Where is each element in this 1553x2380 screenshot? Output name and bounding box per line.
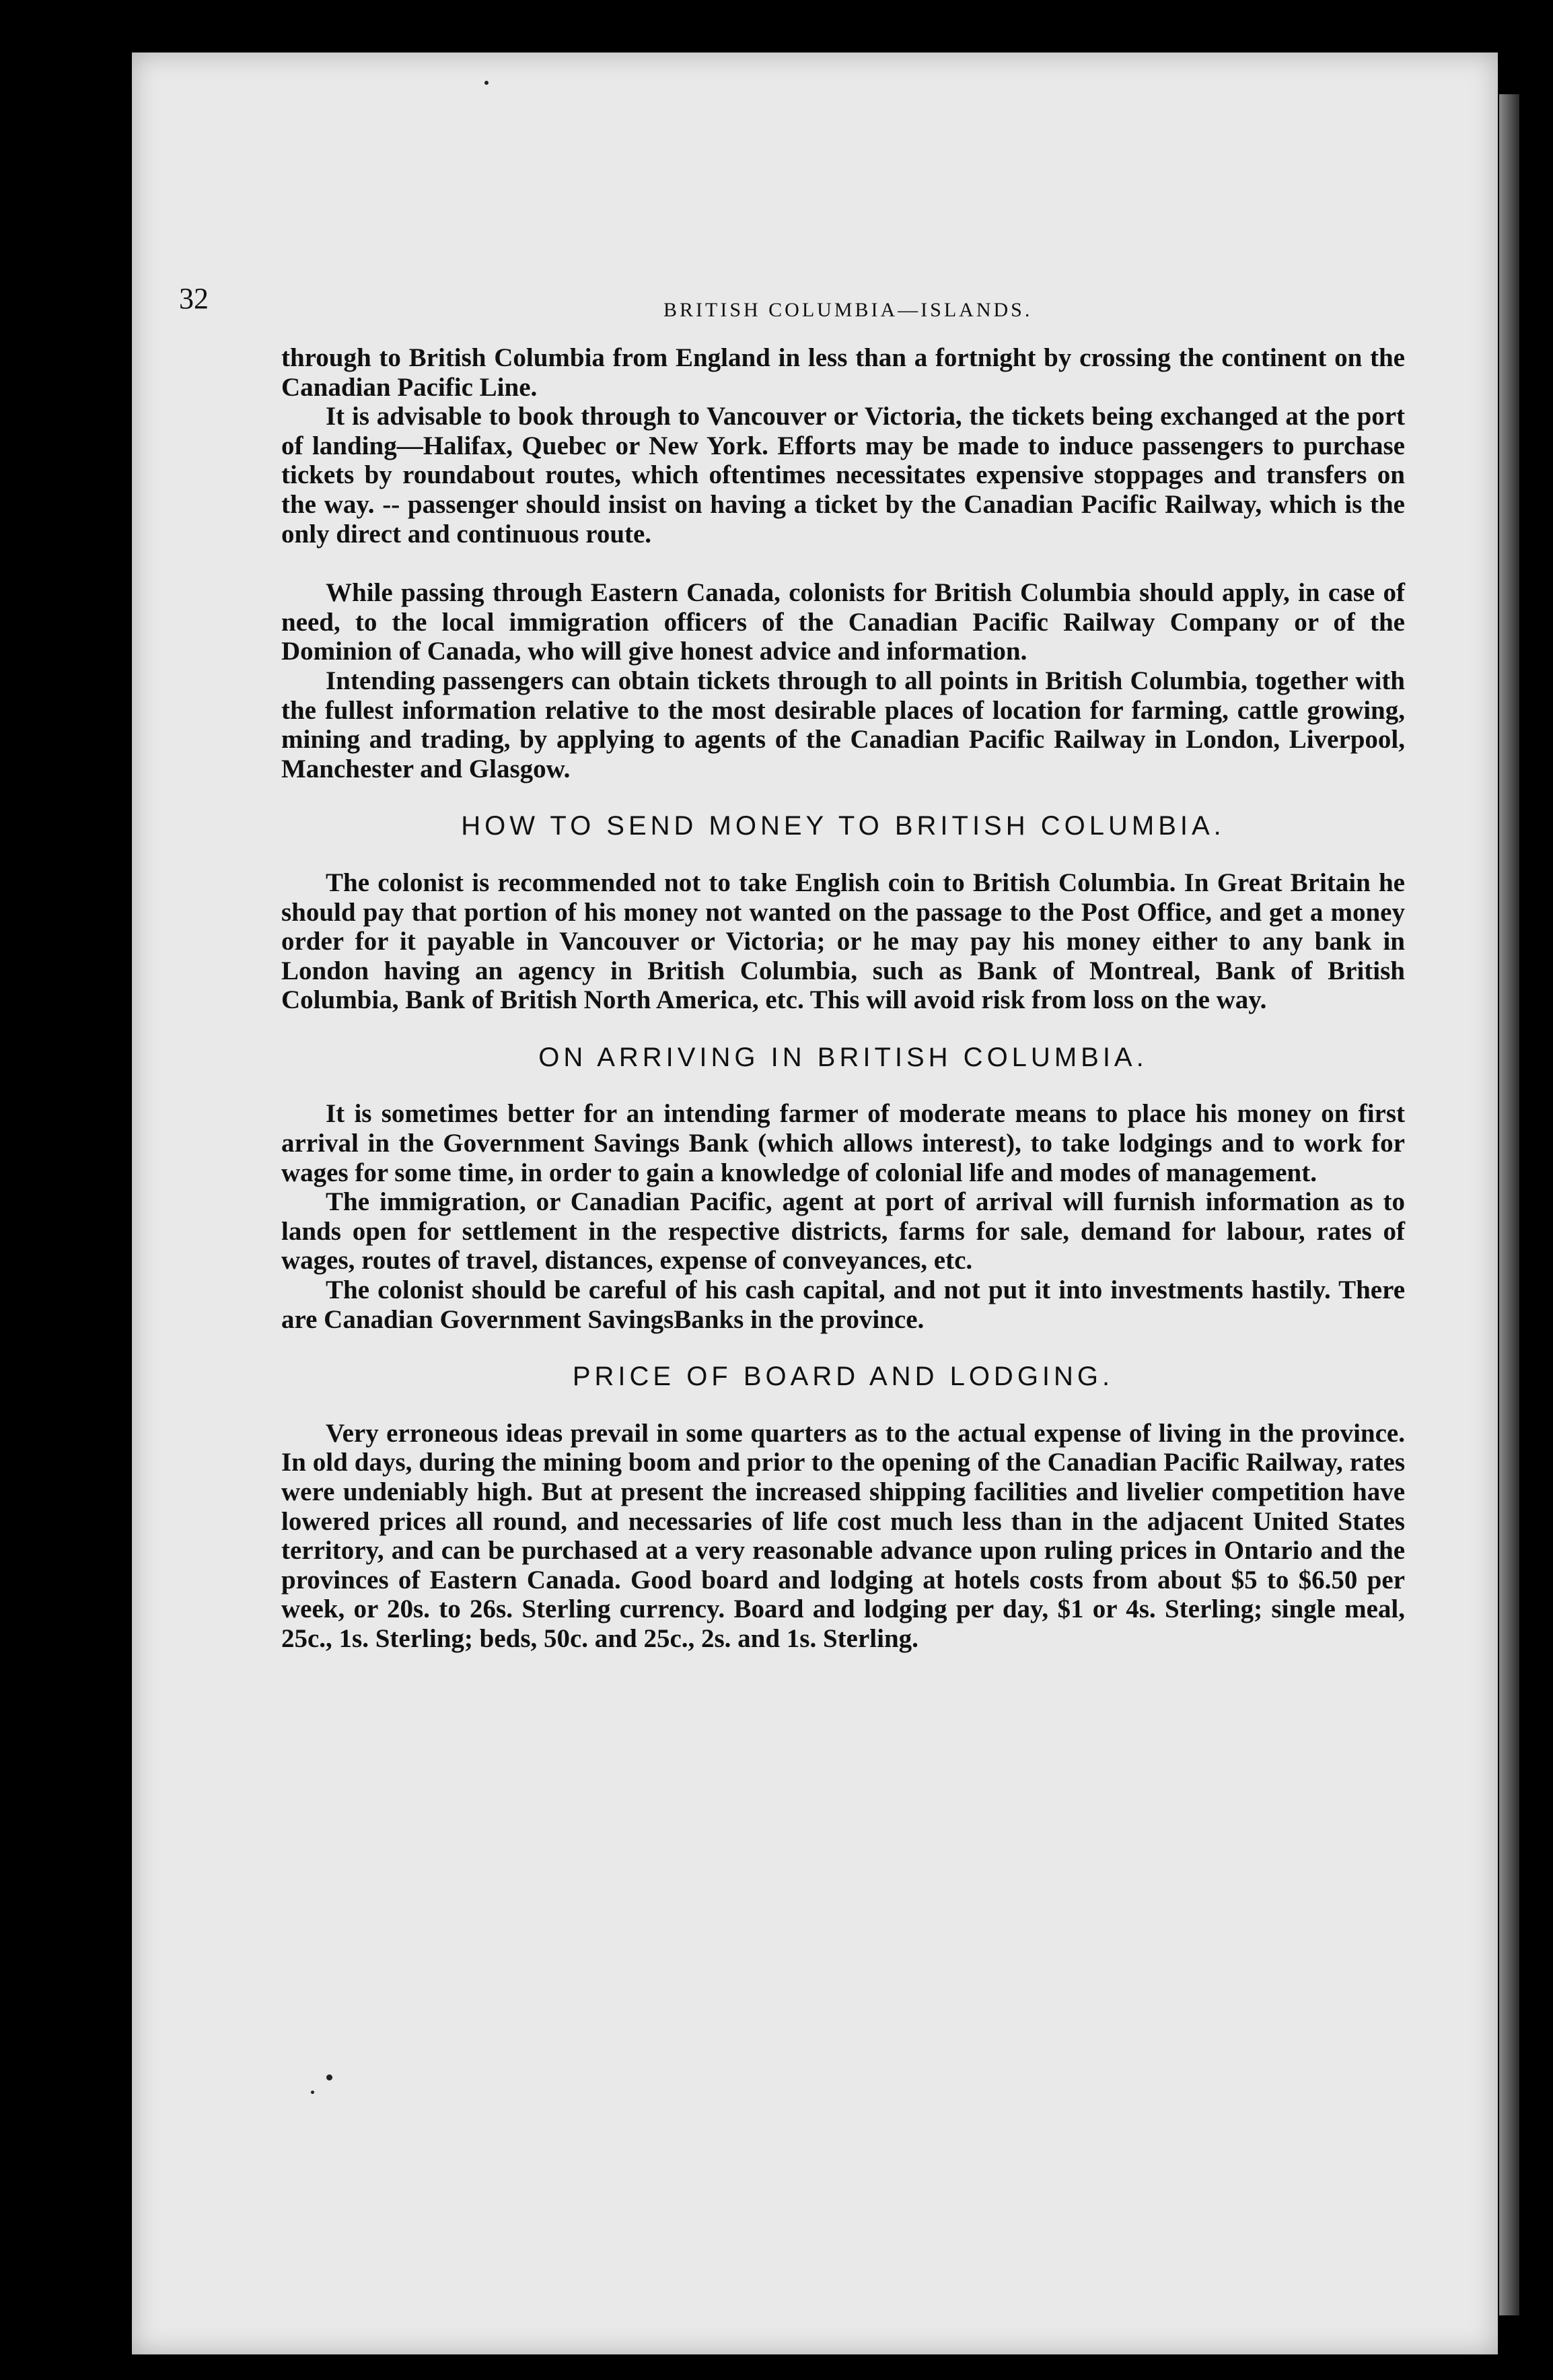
page-binding-edge — [1499, 94, 1519, 2315]
paragraph: Intending passengers can obtain tickets through to all points in British Columbia, together with the fullest information relative to the most desirable places of location for farming, cattle growing, mining and trading, by applying to agents of the Canadian Pacific Railway in London, Liverpool, Manchester and Glasgow. — [281, 666, 1405, 783]
page-body — [281, 343, 1405, 1654]
paragraph: While passing through Eastern Canada, colonists for British Columbia should apply, in case of need, to the local immigration officers of the Canadian Pacific Railway Company or of the Dominion of Canada, who will give honest advice and information. — [281, 578, 1405, 666]
paragraph: The colonist should be careful of his cash capital, and not put it into investments hastily. There are Canadian Government SavingsBanks in the province. — [281, 1275, 1405, 1334]
paragraph: It is sometimes better for an intending farmer of moderate means to place his money on first arrival in the Government Savings Bank (which allows interest), to take lodgings and to work for wages for some time, in order to gain a knowledge of colonial life and modes of management. — [281, 1099, 1405, 1187]
paragraph: The immigration, or Canadian Pacific, agent at port of arrival will furnish information as to lands open for settlement in the respective districts, farms for sale, demand for labour, rates of wages, routes of travel, distances, expense of conveyances, etc. — [281, 1187, 1405, 1275]
page-number: 32 — [179, 282, 209, 315]
running-head: BRITISH COLUMBIA—ISLANDS. — [663, 299, 1033, 321]
section-heading-arriving: ON ARRIVING IN BRITISH COLUMBIA. — [538, 1042, 1148, 1072]
section-heading-money: HOW TO SEND MONEY TO BRITISH COLUMBIA. — [461, 811, 1225, 841]
scan-speck — [326, 2074, 332, 2080]
paragraph: through to British Columbia from England in less than a fortnight by crossing the continent on the Canadian Pacific Line. — [281, 343, 1405, 402]
section-heading-board: PRICE OF BOARD AND LODGING. — [572, 1362, 1114, 1392]
scan-speck — [484, 81, 489, 85]
paragraph: It is advisable to book through to Vancouver or Victoria, the tickets being exchanged at the port of landing—Halifax, Quebec or New York. Efforts may be made to induce passengers to purchase tickets by roundabout routes, which oftentimes necessitates expensive stoppages and transfers on the way. -- passenger should insist on having a ticket by the Canadian Pacific Railway, which is the only direct and continuous route. — [281, 402, 1405, 549]
paragraph: The colonist is recommended not to take English coin to British Columbia. In Great Britain he should pay that portion of his money not wanted on the passage to the Post Office, and get a money order for it payable in Vancouver or Victoria; or he may pay his money either to any bank in London having an agency in British Columbia, such as Bank of Montreal, Bank of British Columbia, Bank of British North America, etc. This will avoid risk from loss on the way. — [281, 868, 1405, 1015]
scan-speck — [311, 2091, 314, 2094]
paragraph: Very erroneous ideas prevail in some quarters as to the actual expense of living in the province. In old days, during the mining boom and prior to the opening of the Canadian Pacific Railway, rates were undeniably high. But at present the increased shipping facilities and livelier competition have lowered prices all round, and necessaries of life cost much less than in the adjacent United States territory, and can be purchased at a very reasonable advance upon ruling prices in Ontario and the provinces of Eastern Canada. Good board and lodging at hotels costs from about $5 to $6.50 per week, or 20s. to 26s. Sterling currency. Board and lodging per day, $1 or 4s. Sterling; single meal, 25c., 1s. Sterling; beds, 50c. and 25c., 2s. and 1s. Sterling. — [281, 1418, 1405, 1653]
page-header — [179, 281, 1390, 335]
